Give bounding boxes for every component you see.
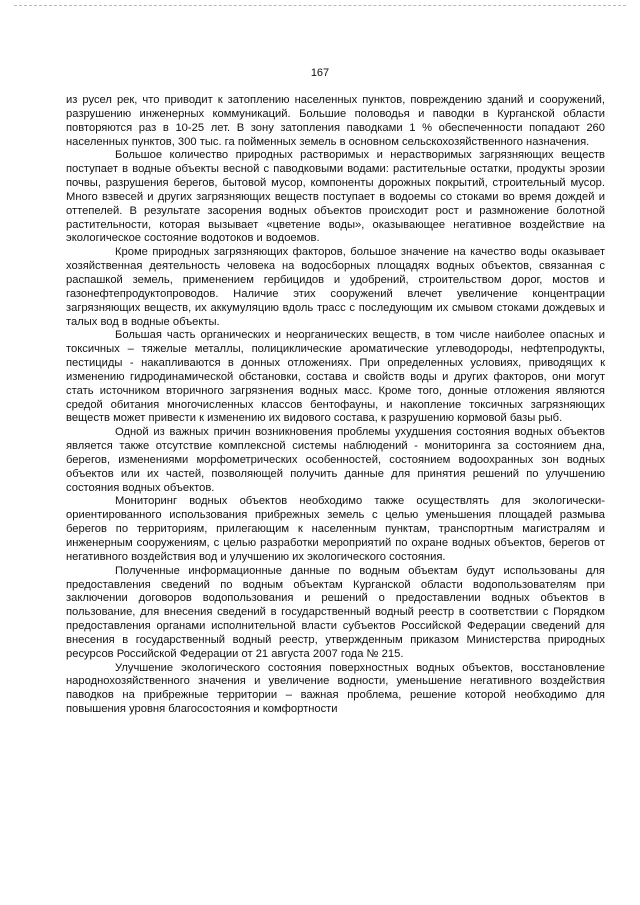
body-text — [66, 94, 605, 717]
paragraph: Большое количество природных растворимых и нерастворимых загрязняющих веществ поступает в водные объекты весной с паводковыми водами: растительные остатки, продукты эрозии почвы, разрушения берегов, бытовой мусор, компоненты дорожных покрытий, строительный мусор. Много взвесей и других загрязняющих веществ поступает в водоемы со стоками во время дождей и оттепелей. В результате засорения водных объектов происходит рост и размножение болотной растительности, которая вызывает «цветение воды», оказывающее негативное воздействие на экологическое состояние водотоков и водоемов. — [66, 149, 605, 245]
paragraph: Одной из важных причин возникновения проблемы ухудшения состояния водных объектов является также отсутствие комплексной системы наблюдений - мониторинга за состоянием дна, берегов, изменениями морфометрических особенностей, состоянием водоохранных зон водных объектов или их частей, позволяющей получить данные для принятия решений по улучшению состояния водных объектов. — [66, 426, 605, 494]
paragraph: Кроме природных загрязняющих факторов, большое значение на качество воды оказывает хозяйственная деятельность человека на водосборных площадях водных объектов, связанная с распашкой земель, применением гербицидов и удобрений, строительством дорог, мостов и газонефтепродуктопроводов. Наличие этих сооружений влечет увеличение концентрации загрязняющих веществ, их аккумуляцию вдоль трасс с последующим их смывом стоками дождевых и талых вод в водные объекты. — [66, 246, 605, 328]
paragraph: Мониторинг водных объектов необходимо также осуществлять для экологически-ориентированного использования прибрежных земель с целью уменьшения площадей размыва берегов по территориям, прилегающим к населенным пунктам, транспортным магистралям и инженерным сооружениям, с целью разработки мероприятий по охране водных объектов, берегов от негативного воздействия вод и улучшению их экологического состояния. — [66, 495, 605, 563]
paragraph-continued: из русел рек, что приводит к затоплению населенных пунктов, повреждению зданий и сооружений, разрушению инженерных коммуникаций. Большие половодья и паводки в Курганской области повторяются раз в 10-25 лет. В зону затопления паводками 1 % обеспеченности попадают 260 населенных пунктов, 300 тыс. га пойменных земель в основном сельскохозяйственного назначения. — [66, 94, 605, 148]
scan-edge-line — [14, 5, 626, 6]
paragraph: Большая часть органических и неорганических веществ, в том числе наиболее опасных и токсичных – тяжелые металлы, полициклические ароматические углеводороды, нефтепродукты, пестициды - накапливаются в донных отложениях. При определенных условиях, приводящих к изменению гидродинамической обстановки, состава и свойств воды и других факторов, они могут стать источником вторичного загрязнения водных масс. Кроме того, донные отложения являются средой обитания многочисленных классов бентофауны, и накопление токсичных загрязняющих веществ может привести к изменению их видового состава, к разрушению кормовой базы рыб. — [66, 329, 605, 425]
paragraph: Улучшение экологического состояния поверхностных водных объектов, восстановление народнохозяйственного значения и увеличение водности, уменьшение негативного воздействия паводков на прибрежные территории – важная проблема, решение которой необходимо для повышения уровня благосостояния и комфортности — [66, 661, 605, 716]
paragraph: Полученные информационные данные по водным объектам будут использованы для предоставления сведений по водным объектам Курганской области водопользователям при заключении договоров водопользования и решений о предоставлении водных объектов в пользование, для внесения сведений в государственный водный реестр в соответствии с Порядком предоставления органами исполнительной власти субъектов Российской Федерации сведений для внесения в государственный водный реестр, утвержденным приказом Министерства природных ресурсов Российской Федерации от 21 августа 2007 года № 215. — [66, 564, 605, 660]
page-number: 167 — [310, 67, 330, 79]
